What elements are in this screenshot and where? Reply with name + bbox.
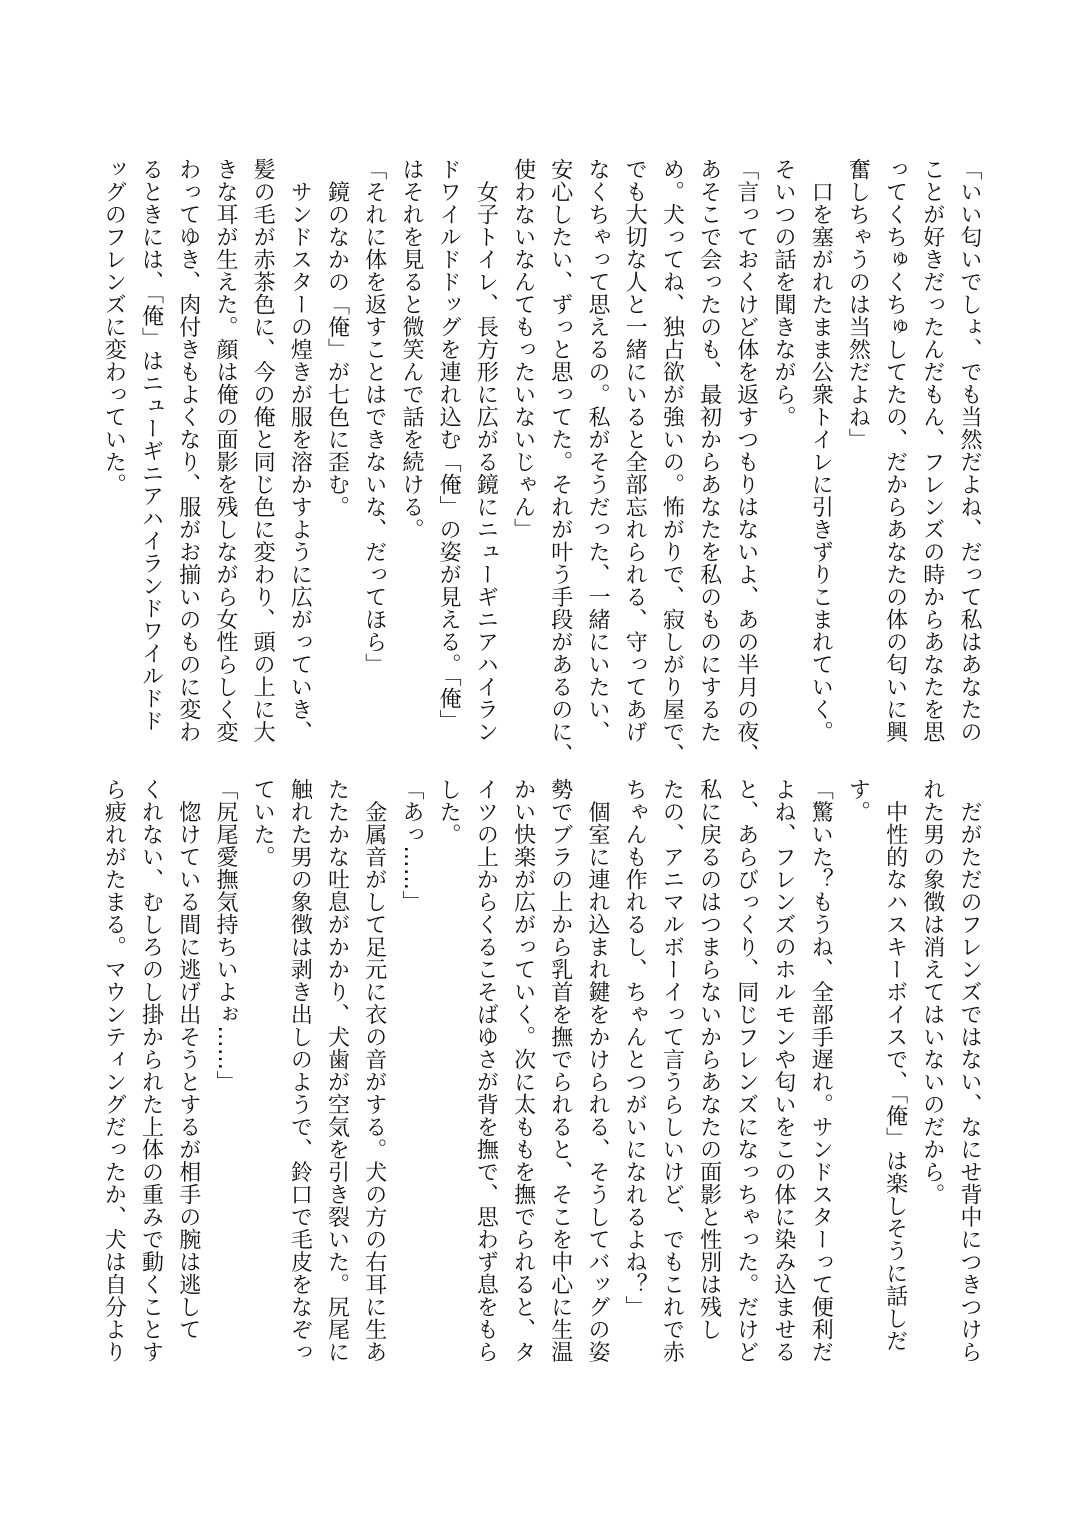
text-column: す。 xyxy=(845,778,871,823)
text-column: 使わないなんてもったいないじゃん」 xyxy=(510,158,536,541)
text-column: わってゆき、肉付きもよくなり、服がお揃いのものに変わ xyxy=(175,158,201,743)
text-column: 惚けている間に逃げ出そうとするが相手の腕は逃して xyxy=(175,778,201,1341)
text-column: 中性的なハスキーボイスで、「俺」は楽しそうに話しだ xyxy=(882,778,908,1352)
text-column: サンドスターの煌きが服を溶かすように広がっていき、 xyxy=(287,158,313,743)
text-column: 鏡のなかの「俺」が七色に歪む。 xyxy=(324,158,350,518)
text-column: イツの上からくるこそばゆさが背を撫で、思わず息をもら xyxy=(473,778,499,1363)
text-column: ドワイルドドッグを連れ込む「俺」の姿が見える。「俺」 xyxy=(436,158,462,732)
text-column: 私に戻るのはつまらないからあなたの面影と性別は残し xyxy=(696,778,722,1341)
text-column: ら疲れがたまる。マウンティングだったか、犬は自分より xyxy=(101,778,127,1363)
text-column: 「それに体を返すことはできないな、だってほら」 xyxy=(361,158,387,676)
text-column: 口を塞がれたまま公衆トイレに引きずりこまれていく。 xyxy=(808,158,834,743)
text-column: め。犬ってね、独占欲が強いの。怖がりで、寂しがり屋で、 xyxy=(659,158,685,766)
text-column: よね、フレンズのホルモンや匂いをこの体に染み込ませる xyxy=(770,778,796,1363)
text-column: した。 xyxy=(436,778,462,846)
text-column: 「驚いた？もうね、全部手遅れ。サンドスターって便利だ xyxy=(808,778,834,1363)
text-column: 「いい匂いでしょ、でも当然だよね、だって私はあなたの xyxy=(957,158,982,743)
text-block-lower xyxy=(95,778,988,1398)
text-column: きな耳が生えた。顔は俺の面影を残しながら女性らしく変 xyxy=(212,158,238,743)
text-column: たたかな吐息がかかり、犬歯が空気を引き裂いた。尻尾に xyxy=(324,778,350,1363)
text-column: 「あっ……」 xyxy=(398,778,424,913)
text-column: くれない、むしろのし掛かられた上体の重みで動くことす xyxy=(138,778,164,1363)
text-column: 女子トイレ、長方形に広がる鏡にニューギニアハイラン xyxy=(473,158,499,743)
text-column: 勢でブラの上から乳首を撫でられると、そこを中心に生温 xyxy=(547,778,573,1363)
text-column: 髪の毛が赤茶色に、今の俺と同じ色に変わり、頭の上に大 xyxy=(250,158,276,743)
text-column: なくちゃって思えるの。私がそうだった、一緒にいたい、 xyxy=(584,158,610,743)
text-column: でも大切な人と一緒にいると全部忘れられる、守ってあげ xyxy=(622,158,648,743)
text-column: るときには、「俺」はニューギニアハイランドワイルドド xyxy=(138,158,164,732)
text-column: そいつの話を聞きながら。 xyxy=(770,158,796,428)
text-column: ことが好きだったんだもん、フレンズの時からあなたを思 xyxy=(919,158,945,743)
text-column: 「言っておくけど体を返すつもりはないよ、あの半月の夜、 xyxy=(733,158,759,766)
text-column: 触れた男の象徴は剥き出しのようで、鈴口で毛皮をなぞっ xyxy=(287,778,313,1363)
text-column: たの、アニマルボーイって言うらしいけど、でもこれで赤 xyxy=(659,778,685,1363)
text-column: はそれを見ると微笑んで話を続ける。 xyxy=(398,158,424,541)
text-column: ッグのフレンズに変わっていた。 xyxy=(101,158,127,496)
text-column: れた男の象徴は消えてはいないのだから。 xyxy=(919,778,945,1206)
text-column: 「尻尾愛撫気持ちいよぉ……」 xyxy=(212,778,238,1093)
text-column: かい快楽が広がっていく。次に太ももを撫でられると、タ xyxy=(510,778,536,1363)
text-column: ってくちゅくちゅしてたの、だからあなたの体の匂いに興 xyxy=(882,158,908,743)
text-block-upper xyxy=(95,158,988,766)
text-column: 奮しちゃうのは当然だよね」 xyxy=(845,158,871,451)
text-column: ちゃんも作れるし、ちゃんとつがいになれるよね？」 xyxy=(622,778,648,1318)
text-column: と、あらびっくり、同じフレンズになっちゃった。だけど xyxy=(733,778,759,1363)
text-column: 個室に連れ込まれ鍵をかけられる、そうしてバッグの姿 xyxy=(584,778,610,1363)
text-column: あそこで会ったのも、最初からあなたを私のものにするた xyxy=(696,158,722,743)
text-column: 金属音がして足元に衣の音がする。犬の方の右耳に生あ xyxy=(361,778,387,1363)
text-column: だがただのフレンズではない、なにせ背中につきつけら xyxy=(957,778,982,1363)
text-column: 安心したい、ずっと思ってた。それが叶う手段があるのに、 xyxy=(547,158,573,766)
text-column: ていた。 xyxy=(250,778,276,868)
